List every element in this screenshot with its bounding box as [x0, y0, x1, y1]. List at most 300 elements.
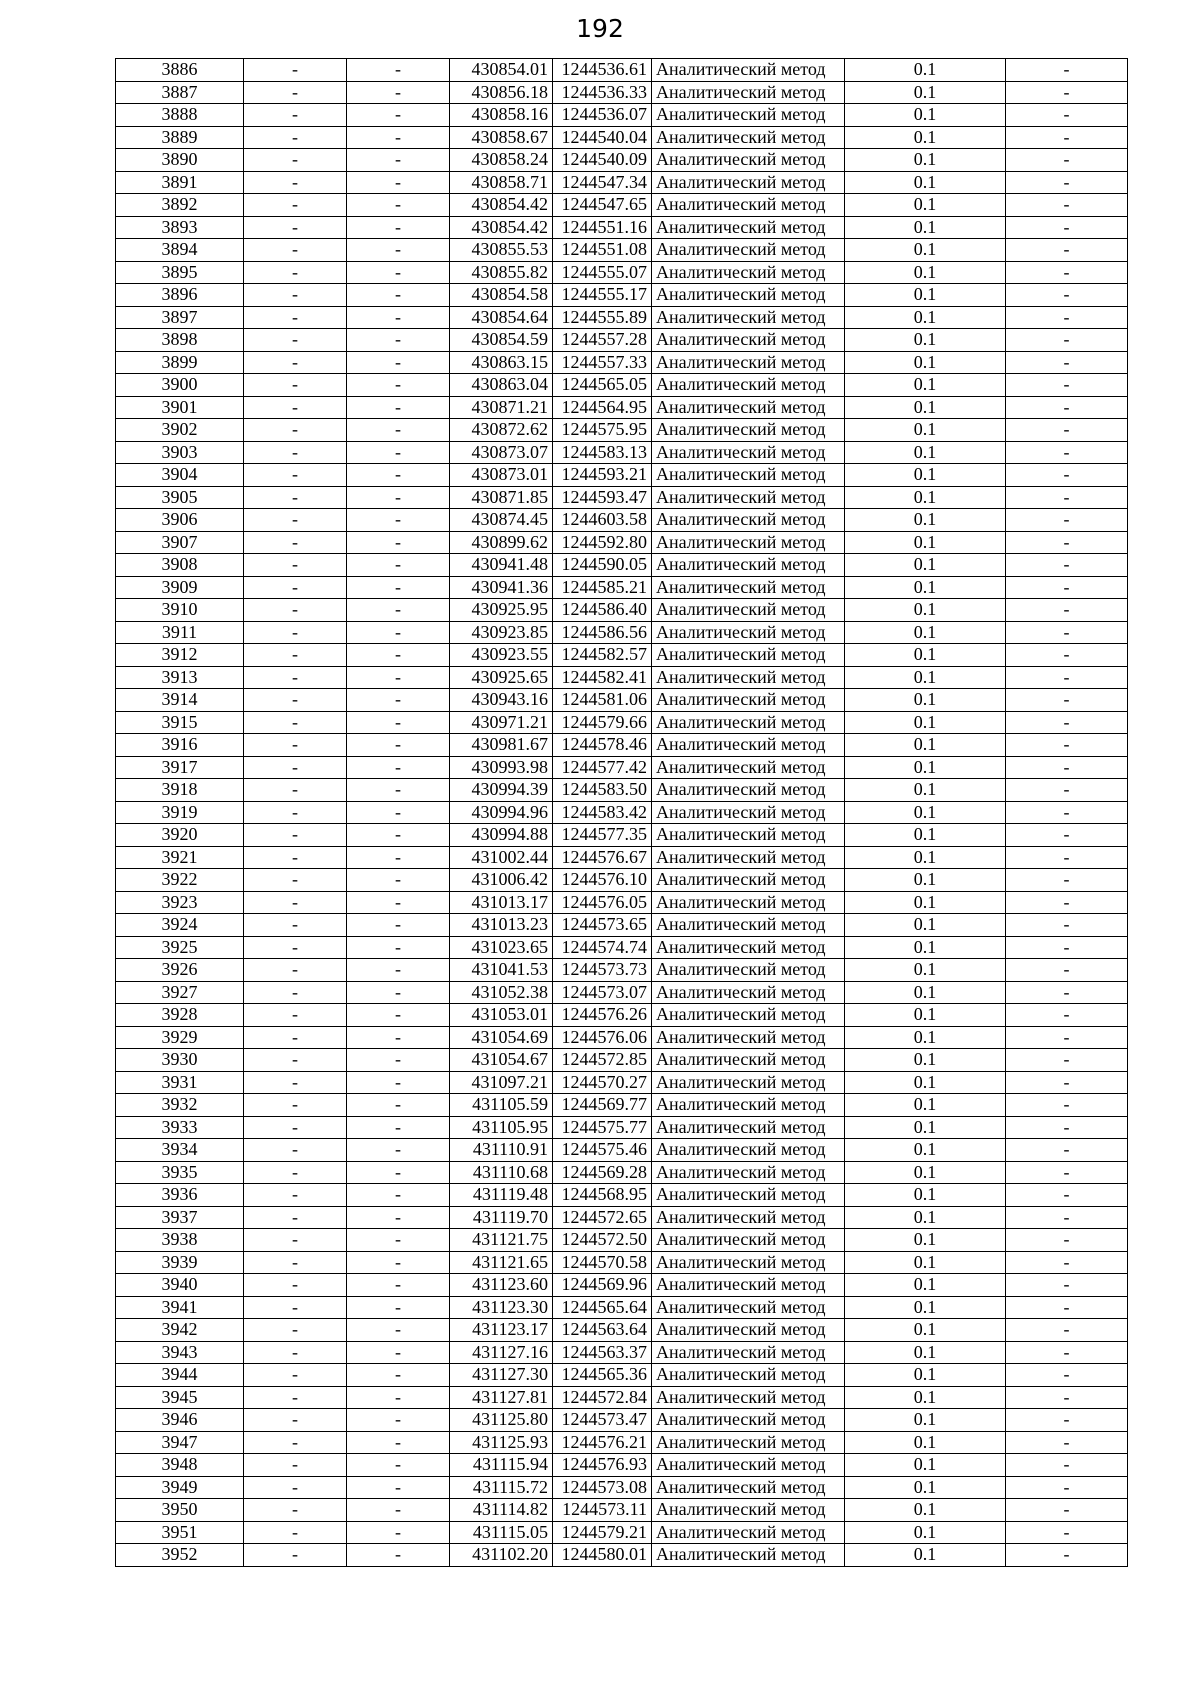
point-number-cell: 3913: [116, 666, 244, 689]
description-cell: -: [1006, 1499, 1128, 1522]
x-coordinate-cell: 430858.24: [450, 149, 553, 172]
x-coordinate-cell: 430981.67: [450, 734, 553, 757]
point-number-cell: 3928: [116, 1004, 244, 1027]
table-row: [116, 1161, 1128, 1184]
table-row: [116, 666, 1128, 689]
method-cell: Аналитический метод: [652, 1139, 845, 1162]
dash-cell-1: -: [244, 194, 347, 217]
description-cell: -: [1006, 171, 1128, 194]
table-row: [116, 1409, 1128, 1432]
x-coordinate-cell: 430855.53: [450, 239, 553, 262]
table-row: [116, 1544, 1128, 1567]
method-cell: Аналитический метод: [652, 891, 845, 914]
x-coordinate-cell: 430863.04: [450, 374, 553, 397]
x-coordinate-cell: 431119.70: [450, 1206, 553, 1229]
x-coordinate-cell: 431105.59: [450, 1094, 553, 1117]
description-cell: -: [1006, 1139, 1128, 1162]
description-cell: -: [1006, 1341, 1128, 1364]
x-coordinate-cell: 430855.82: [450, 261, 553, 284]
dash-cell-1: -: [244, 306, 347, 329]
dash-cell-2: -: [347, 1184, 450, 1207]
method-cell: Аналитический метод: [652, 621, 845, 644]
table-row: [116, 1251, 1128, 1274]
dash-cell-2: -: [347, 1364, 450, 1387]
dash-cell-1: -: [244, 284, 347, 307]
accuracy-cell: 0.1: [845, 126, 1006, 149]
description-cell: -: [1006, 824, 1128, 847]
point-number-cell: 3917: [116, 756, 244, 779]
point-number-cell: 3909: [116, 576, 244, 599]
table-row: [116, 846, 1128, 869]
y-coordinate-cell: 1244575.46: [553, 1139, 652, 1162]
method-cell: Аналитический метод: [652, 149, 845, 172]
table-row: [116, 419, 1128, 442]
accuracy-cell: 0.1: [845, 1139, 1006, 1162]
method-cell: Аналитический метод: [652, 194, 845, 217]
dash-cell-2: -: [347, 171, 450, 194]
y-coordinate-cell: 1244586.56: [553, 621, 652, 644]
dash-cell-2: -: [347, 621, 450, 644]
accuracy-cell: 0.1: [845, 1161, 1006, 1184]
accuracy-cell: 0.1: [845, 666, 1006, 689]
table-row: [116, 1431, 1128, 1454]
dash-cell-2: -: [347, 486, 450, 509]
accuracy-cell: 0.1: [845, 846, 1006, 869]
dash-cell-1: -: [244, 666, 347, 689]
y-coordinate-cell: 1244576.67: [553, 846, 652, 869]
point-number-cell: 3938: [116, 1229, 244, 1252]
method-cell: Аналитический метод: [652, 666, 845, 689]
description-cell: -: [1006, 1476, 1128, 1499]
x-coordinate-cell: 431002.44: [450, 846, 553, 869]
method-cell: Аналитический метод: [652, 239, 845, 262]
point-number-cell: 3952: [116, 1544, 244, 1567]
accuracy-cell: 0.1: [845, 1431, 1006, 1454]
dash-cell-1: -: [244, 554, 347, 577]
dash-cell-2: -: [347, 81, 450, 104]
method-cell: Аналитический метод: [652, 396, 845, 419]
dash-cell-2: -: [347, 1431, 450, 1454]
method-cell: Аналитический метод: [652, 711, 845, 734]
description-cell: -: [1006, 1161, 1128, 1184]
point-number-cell: 3946: [116, 1409, 244, 1432]
point-number-cell: 3892: [116, 194, 244, 217]
y-coordinate-cell: 1244580.01: [553, 1544, 652, 1567]
dash-cell-2: -: [347, 374, 450, 397]
point-number-cell: 3924: [116, 914, 244, 937]
table-row: [116, 351, 1128, 374]
table-row: [116, 126, 1128, 149]
dash-cell-1: -: [244, 261, 347, 284]
description-cell: -: [1006, 734, 1128, 757]
description-cell: -: [1006, 1229, 1128, 1252]
method-cell: Аналитический метод: [652, 374, 845, 397]
y-coordinate-cell: 1244579.66: [553, 711, 652, 734]
table-row: [116, 824, 1128, 847]
y-coordinate-cell: 1244569.77: [553, 1094, 652, 1117]
method-cell: Аналитический метод: [652, 1364, 845, 1387]
description-cell: -: [1006, 1364, 1128, 1387]
description-cell: -: [1006, 1431, 1128, 1454]
table-row: [116, 1476, 1128, 1499]
accuracy-cell: 0.1: [845, 216, 1006, 239]
method-cell: Аналитический метод: [652, 1521, 845, 1544]
accuracy-cell: 0.1: [845, 441, 1006, 464]
method-cell: Аналитический метод: [652, 1409, 845, 1432]
method-cell: Аналитический метод: [652, 734, 845, 757]
table-row: [116, 621, 1128, 644]
dash-cell-2: -: [347, 576, 450, 599]
description-cell: -: [1006, 351, 1128, 374]
method-cell: Аналитический метод: [652, 644, 845, 667]
y-coordinate-cell: 1244583.42: [553, 801, 652, 824]
x-coordinate-cell: 430899.62: [450, 531, 553, 554]
dash-cell-1: -: [244, 801, 347, 824]
table-row: [116, 464, 1128, 487]
dash-cell-1: -: [244, 396, 347, 419]
x-coordinate-cell: 431119.48: [450, 1184, 553, 1207]
table-row: [116, 869, 1128, 892]
accuracy-cell: 0.1: [845, 239, 1006, 262]
point-number-cell: 3935: [116, 1161, 244, 1184]
dash-cell-2: -: [347, 261, 450, 284]
method-cell: Аналитический метод: [652, 1544, 845, 1567]
dash-cell-1: -: [244, 59, 347, 82]
y-coordinate-cell: 1244570.27: [553, 1071, 652, 1094]
y-coordinate-cell: 1244593.47: [553, 486, 652, 509]
x-coordinate-cell: 430943.16: [450, 689, 553, 712]
point-number-cell: 3889: [116, 126, 244, 149]
table-row: [116, 531, 1128, 554]
y-coordinate-cell: 1244577.35: [553, 824, 652, 847]
dash-cell-2: -: [347, 1139, 450, 1162]
description-cell: -: [1006, 464, 1128, 487]
dash-cell-2: -: [347, 801, 450, 824]
y-coordinate-cell: 1244569.96: [553, 1274, 652, 1297]
table-row: [116, 1116, 1128, 1139]
table-row: [116, 576, 1128, 599]
x-coordinate-cell: 431115.05: [450, 1521, 553, 1544]
method-cell: Аналитический метод: [652, 1184, 845, 1207]
description-cell: -: [1006, 914, 1128, 937]
y-coordinate-cell: 1244572.65: [553, 1206, 652, 1229]
y-coordinate-cell: 1244565.64: [553, 1296, 652, 1319]
accuracy-cell: 0.1: [845, 171, 1006, 194]
y-coordinate-cell: 1244547.34: [553, 171, 652, 194]
method-cell: Аналитический метод: [652, 914, 845, 937]
dash-cell-2: -: [347, 599, 450, 622]
point-number-cell: 3939: [116, 1251, 244, 1274]
dash-cell-2: -: [347, 824, 450, 847]
x-coordinate-cell: 430993.98: [450, 756, 553, 779]
x-coordinate-cell: 431121.65: [450, 1251, 553, 1274]
y-coordinate-cell: 1244555.07: [553, 261, 652, 284]
x-coordinate-cell: 431127.16: [450, 1341, 553, 1364]
description-cell: -: [1006, 216, 1128, 239]
accuracy-cell: 0.1: [845, 261, 1006, 284]
description-cell: -: [1006, 801, 1128, 824]
dash-cell-2: -: [347, 284, 450, 307]
x-coordinate-cell: 431054.69: [450, 1026, 553, 1049]
description-cell: -: [1006, 531, 1128, 554]
description-cell: -: [1006, 104, 1128, 127]
table-row: [116, 711, 1128, 734]
description-cell: -: [1006, 756, 1128, 779]
y-coordinate-cell: 1244603.58: [553, 509, 652, 532]
method-cell: Аналитический метод: [652, 756, 845, 779]
point-number-cell: 3937: [116, 1206, 244, 1229]
dash-cell-2: -: [347, 1026, 450, 1049]
accuracy-cell: 0.1: [845, 644, 1006, 667]
description-cell: -: [1006, 621, 1128, 644]
accuracy-cell: 0.1: [845, 194, 1006, 217]
y-coordinate-cell: 1244576.21: [553, 1431, 652, 1454]
dash-cell-2: -: [347, 1521, 450, 1544]
dash-cell-1: -: [244, 936, 347, 959]
method-cell: Аналитический метод: [652, 284, 845, 307]
accuracy-cell: 0.1: [845, 981, 1006, 1004]
point-number-cell: 3923: [116, 891, 244, 914]
point-number-cell: 3894: [116, 239, 244, 262]
dash-cell-2: -: [347, 1296, 450, 1319]
y-coordinate-cell: 1244593.21: [553, 464, 652, 487]
dash-cell-1: -: [244, 81, 347, 104]
y-coordinate-cell: 1244573.47: [553, 1409, 652, 1432]
table-row: [116, 81, 1128, 104]
description-cell: -: [1006, 1049, 1128, 1072]
description-cell: -: [1006, 284, 1128, 307]
dash-cell-1: -: [244, 1049, 347, 1072]
point-number-cell: 3942: [116, 1319, 244, 1342]
point-number-cell: 3898: [116, 329, 244, 352]
x-coordinate-cell: 430871.85: [450, 486, 553, 509]
point-number-cell: 3902: [116, 419, 244, 442]
x-coordinate-cell: 431052.38: [450, 981, 553, 1004]
y-coordinate-cell: 1244565.36: [553, 1364, 652, 1387]
table-row: [116, 1386, 1128, 1409]
y-coordinate-cell: 1244565.05: [553, 374, 652, 397]
x-coordinate-cell: 431125.93: [450, 1431, 553, 1454]
dash-cell-1: -: [244, 734, 347, 757]
description-cell: -: [1006, 666, 1128, 689]
method-cell: Аналитический метод: [652, 104, 845, 127]
description-cell: -: [1006, 689, 1128, 712]
table-row: [116, 216, 1128, 239]
accuracy-cell: 0.1: [845, 756, 1006, 779]
y-coordinate-cell: 1244557.28: [553, 329, 652, 352]
dash-cell-2: -: [347, 869, 450, 892]
table-row: [116, 374, 1128, 397]
description-cell: -: [1006, 1409, 1128, 1432]
x-coordinate-cell: 431097.21: [450, 1071, 553, 1094]
dash-cell-2: -: [347, 329, 450, 352]
point-number-cell: 3897: [116, 306, 244, 329]
dash-cell-1: -: [244, 1364, 347, 1387]
point-number-cell: 3887: [116, 81, 244, 104]
method-cell: Аналитический метод: [652, 599, 845, 622]
description-cell: -: [1006, 374, 1128, 397]
accuracy-cell: 0.1: [845, 1319, 1006, 1342]
dash-cell-2: -: [347, 981, 450, 1004]
description-cell: -: [1006, 239, 1128, 262]
dash-cell-1: -: [244, 1476, 347, 1499]
coordinates-table: [115, 58, 1128, 1567]
point-number-cell: 3922: [116, 869, 244, 892]
description-cell: -: [1006, 194, 1128, 217]
method-cell: Аналитический метод: [652, 81, 845, 104]
dash-cell-1: -: [244, 689, 347, 712]
dash-cell-1: -: [244, 441, 347, 464]
method-cell: Аналитический метод: [652, 1004, 845, 1027]
point-number-cell: 3944: [116, 1364, 244, 1387]
y-coordinate-cell: 1244540.09: [553, 149, 652, 172]
dash-cell-1: -: [244, 486, 347, 509]
method-cell: Аналитический метод: [652, 419, 845, 442]
method-cell: Аналитический метод: [652, 779, 845, 802]
dash-cell-2: -: [347, 1341, 450, 1364]
accuracy-cell: 0.1: [845, 599, 1006, 622]
table-row: [116, 171, 1128, 194]
x-coordinate-cell: 431115.94: [450, 1454, 553, 1477]
y-coordinate-cell: 1244577.42: [553, 756, 652, 779]
dash-cell-2: -: [347, 239, 450, 262]
coordinates-table-body: [116, 59, 1128, 1567]
x-coordinate-cell: 431110.68: [450, 1161, 553, 1184]
accuracy-cell: 0.1: [845, 734, 1006, 757]
dash-cell-1: -: [244, 509, 347, 532]
description-cell: -: [1006, 329, 1128, 352]
method-cell: Аналитический метод: [652, 1094, 845, 1117]
y-coordinate-cell: 1244581.06: [553, 689, 652, 712]
dash-cell-2: -: [347, 104, 450, 127]
method-cell: Аналитический метод: [652, 261, 845, 284]
method-cell: Аналитический метод: [652, 1206, 845, 1229]
x-coordinate-cell: 431125.80: [450, 1409, 553, 1432]
point-number-cell: 3895: [116, 261, 244, 284]
y-coordinate-cell: 1244572.50: [553, 1229, 652, 1252]
accuracy-cell: 0.1: [845, 419, 1006, 442]
dash-cell-1: -: [244, 464, 347, 487]
x-coordinate-cell: 430925.65: [450, 666, 553, 689]
method-cell: Аналитический метод: [652, 216, 845, 239]
x-coordinate-cell: 430872.62: [450, 419, 553, 442]
point-number-cell: 3933: [116, 1116, 244, 1139]
point-number-cell: 3934: [116, 1139, 244, 1162]
description-cell: -: [1006, 396, 1128, 419]
accuracy-cell: 0.1: [845, 1251, 1006, 1274]
y-coordinate-cell: 1244586.40: [553, 599, 652, 622]
point-number-cell: 3920: [116, 824, 244, 847]
point-number-cell: 3951: [116, 1521, 244, 1544]
description-cell: -: [1006, 981, 1128, 1004]
table-row: [116, 59, 1128, 82]
dash-cell-1: -: [244, 599, 347, 622]
x-coordinate-cell: 430854.01: [450, 59, 553, 82]
point-number-cell: 3919: [116, 801, 244, 824]
description-cell: -: [1006, 1094, 1128, 1117]
method-cell: Аналитический метод: [652, 1229, 845, 1252]
dash-cell-1: -: [244, 846, 347, 869]
x-coordinate-cell: 430994.96: [450, 801, 553, 824]
x-coordinate-cell: 430941.36: [450, 576, 553, 599]
description-cell: -: [1006, 779, 1128, 802]
method-cell: Аналитический метод: [652, 981, 845, 1004]
x-coordinate-cell: 430941.48: [450, 554, 553, 577]
description-cell: -: [1006, 959, 1128, 982]
y-coordinate-cell: 1244583.50: [553, 779, 652, 802]
dash-cell-2: -: [347, 1071, 450, 1094]
dash-cell-1: -: [244, 1341, 347, 1364]
accuracy-cell: 0.1: [845, 1409, 1006, 1432]
method-cell: Аналитический метод: [652, 554, 845, 577]
description-cell: -: [1006, 1319, 1128, 1342]
accuracy-cell: 0.1: [845, 1296, 1006, 1319]
x-coordinate-cell: 431041.53: [450, 959, 553, 982]
accuracy-cell: 0.1: [845, 149, 1006, 172]
y-coordinate-cell: 1244569.28: [553, 1161, 652, 1184]
accuracy-cell: 0.1: [845, 329, 1006, 352]
accuracy-cell: 0.1: [845, 869, 1006, 892]
accuracy-cell: 0.1: [845, 486, 1006, 509]
table-row: [116, 1206, 1128, 1229]
accuracy-cell: 0.1: [845, 1094, 1006, 1117]
accuracy-cell: 0.1: [845, 824, 1006, 847]
x-coordinate-cell: 430863.15: [450, 351, 553, 374]
x-coordinate-cell: 431123.60: [450, 1274, 553, 1297]
description-cell: -: [1006, 509, 1128, 532]
accuracy-cell: 0.1: [845, 1206, 1006, 1229]
accuracy-cell: 0.1: [845, 1386, 1006, 1409]
accuracy-cell: 0.1: [845, 81, 1006, 104]
y-coordinate-cell: 1244578.46: [553, 734, 652, 757]
table-row: [116, 891, 1128, 914]
method-cell: Аналитический метод: [652, 1454, 845, 1477]
description-cell: -: [1006, 81, 1128, 104]
dash-cell-2: -: [347, 1161, 450, 1184]
y-coordinate-cell: 1244574.74: [553, 936, 652, 959]
accuracy-cell: 0.1: [845, 1499, 1006, 1522]
point-number-cell: 3914: [116, 689, 244, 712]
point-number-cell: 3907: [116, 531, 244, 554]
table-row: [116, 194, 1128, 217]
point-number-cell: 3910: [116, 599, 244, 622]
accuracy-cell: 0.1: [845, 1364, 1006, 1387]
accuracy-cell: 0.1: [845, 621, 1006, 644]
dash-cell-2: -: [347, 689, 450, 712]
x-coordinate-cell: 430925.95: [450, 599, 553, 622]
description-cell: -: [1006, 554, 1128, 577]
accuracy-cell: 0.1: [845, 1116, 1006, 1139]
dash-cell-2: -: [347, 1409, 450, 1432]
dash-cell-1: -: [244, 104, 347, 127]
table-row: [116, 441, 1128, 464]
y-coordinate-cell: 1244576.05: [553, 891, 652, 914]
dash-cell-2: -: [347, 531, 450, 554]
dash-cell-1: -: [244, 419, 347, 442]
y-coordinate-cell: 1244536.33: [553, 81, 652, 104]
y-coordinate-cell: 1244582.41: [553, 666, 652, 689]
point-number-cell: 3899: [116, 351, 244, 374]
description-cell: -: [1006, 1071, 1128, 1094]
accuracy-cell: 0.1: [845, 104, 1006, 127]
description-cell: -: [1006, 149, 1128, 172]
table-row: [116, 801, 1128, 824]
accuracy-cell: 0.1: [845, 801, 1006, 824]
x-coordinate-cell: 431102.20: [450, 1544, 553, 1567]
point-number-cell: 3908: [116, 554, 244, 577]
table-row: [116, 1341, 1128, 1364]
dash-cell-1: -: [244, 216, 347, 239]
